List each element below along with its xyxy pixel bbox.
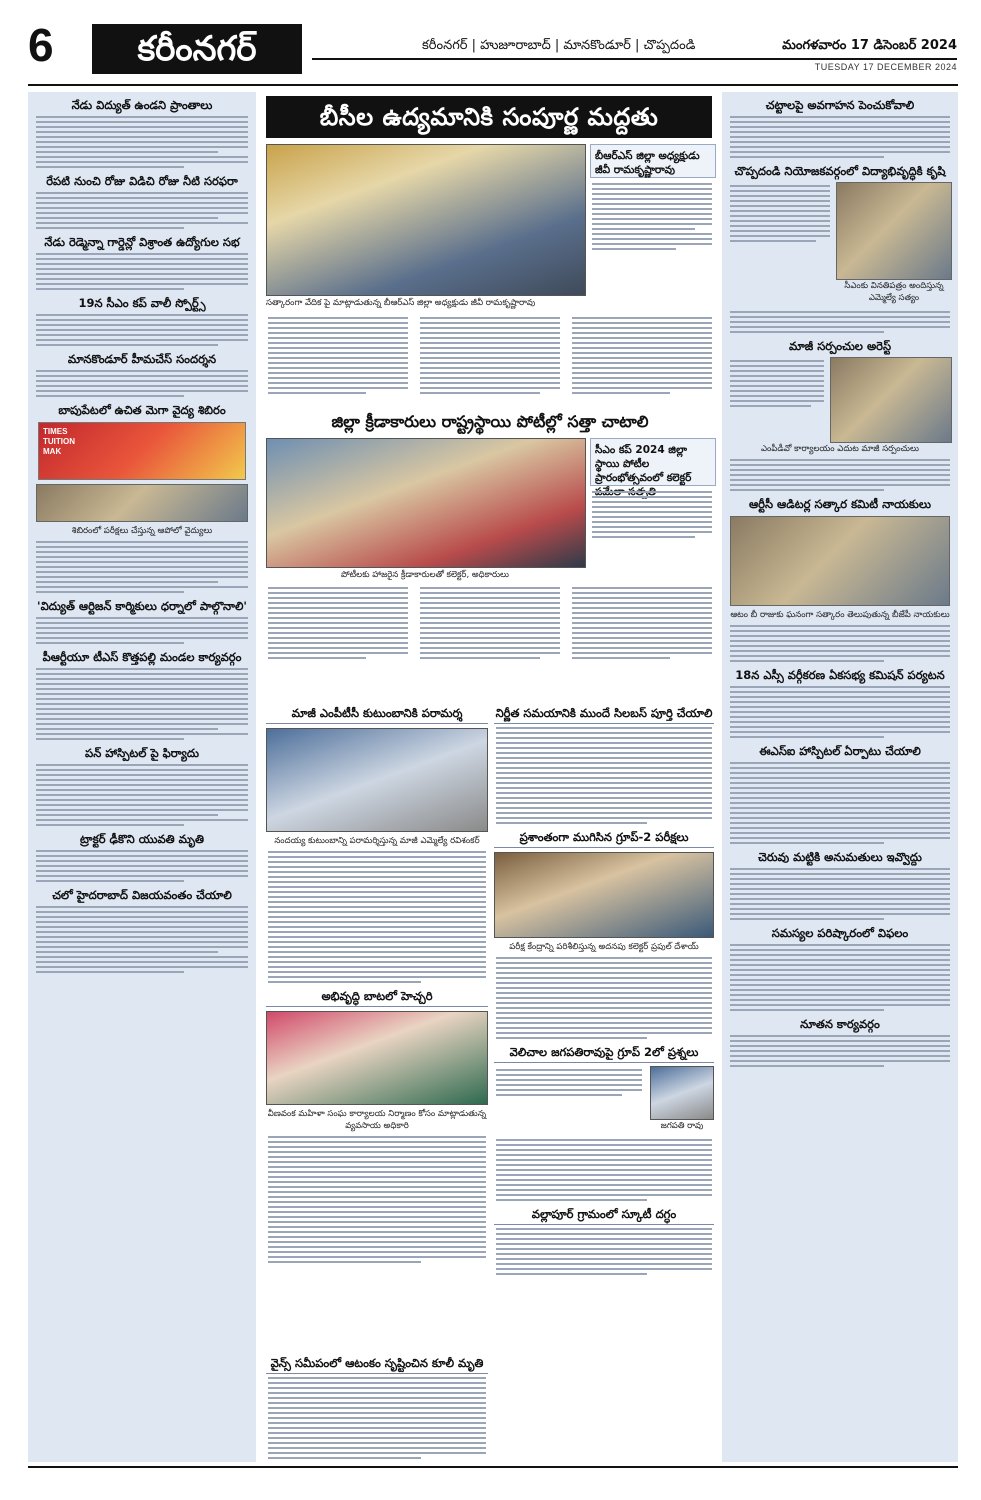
left-story-7 bbox=[28, 599, 256, 644]
headline: చట్టాలపై అవగాహన పెంచుకోవాలి bbox=[765, 98, 915, 112]
development-photo bbox=[266, 1011, 488, 1105]
felicitation-photo bbox=[730, 516, 950, 606]
edition-name: కరీంనగర్ bbox=[92, 24, 302, 74]
medical-camp-photo bbox=[36, 484, 248, 522]
sports-subhead: సీఎం కప్ 2024 జిల్లా స్థాయి పోటీల ప్రారంభోత్సవంలో కలెక్టర్ bbox=[595, 444, 692, 484]
sports-headline: జిల్లా క్రీడాకారులు రాష్ట్రస్థాయి పోటీల్లో సత్తా చాటాలి bbox=[331, 412, 649, 431]
story-6-caption: పరీక్ష కేంద్రాన్ని పరిశీలిస్తున్న అదనపు కలెక్టర్ ప్రపుల్ దేశాయ్ bbox=[509, 942, 699, 952]
headline: 'విద్యుత్ ఆర్టిజన్ కార్మికులు ధర్నాలో పాల్గొనాలి' bbox=[37, 599, 247, 613]
lead-side-text bbox=[590, 180, 714, 253]
headline: ఆర్టీసీ ఆడిటర్ల సత్కార కమిటీ నాయకులు bbox=[748, 497, 932, 511]
lead-subhead-box bbox=[590, 144, 716, 178]
edition-strip bbox=[312, 24, 957, 72]
advertisement-text: TIMES TUITION MAK bbox=[43, 427, 75, 456]
left-story-8 bbox=[28, 650, 256, 740]
edition-date: మంగళవారం 17 డిసెంబర్ 2024 bbox=[782, 38, 957, 53]
footer-rule bbox=[28, 1466, 958, 1468]
sports-caption: పోటీలకు హాజరైన క్రీడాకారులతో కలెక్టర్, అధికారులు bbox=[340, 570, 510, 580]
left-story-10 bbox=[28, 832, 256, 882]
left-story-1 bbox=[28, 98, 256, 168]
headline: ట్రాక్టర్ ఢీకొని యువతి మృతి bbox=[80, 832, 204, 846]
story-9-headline: వల్లాపూర్ గ్రామంలో స్కూటీ దగ్ధం bbox=[494, 1207, 714, 1225]
edition-places: కరీంనగర్ | హుజూరాబాద్ | మానకొండూర్ | చొప్పదండి bbox=[422, 38, 696, 53]
mla-photo bbox=[836, 182, 952, 280]
right-story-5 bbox=[722, 668, 958, 738]
headline: మాజీ సర్పంచుల అరెస్ట్ bbox=[788, 339, 892, 353]
left-story-2 bbox=[28, 174, 256, 229]
story-4-headline: అభివృద్ధి బాటలో హెచ్చరి bbox=[266, 989, 488, 1007]
middle-column bbox=[262, 92, 716, 1462]
headline: బాపుపేటలో ఉచిత మెగా వైద్య శిబిరం bbox=[58, 403, 226, 417]
left-story-3 bbox=[28, 235, 256, 290]
lead-body bbox=[266, 314, 714, 397]
left-story-9 bbox=[28, 746, 256, 826]
photo-caption: ఎంపీడీవో కార్యాలయం ఎదుట మాజీ సర్పంచులు bbox=[761, 444, 919, 454]
masthead bbox=[0, 0, 981, 88]
right-story-1 bbox=[722, 98, 958, 158]
lead-caption: సత్కారంగా వేదిక పై మాట్లాడుతున్న బీఆర్ఎస్ జిల్లా అధ్యక్షుడు జీవీ రామకృష్ణారావు bbox=[266, 298, 536, 308]
right-story-3 bbox=[722, 339, 958, 491]
lead-headline: బీసీల ఉద్యమానికి సంపూర్ణ మద్దతు bbox=[266, 96, 712, 138]
condolence-photo bbox=[266, 728, 488, 832]
headline: పన్ హాస్పిటల్ పై ఫిర్యాదు bbox=[85, 746, 199, 760]
advertisement bbox=[38, 422, 246, 480]
sports-side-text bbox=[590, 488, 714, 541]
right-story-7 bbox=[722, 850, 958, 920]
right-story-2 bbox=[722, 164, 958, 333]
headline: చెరువు మట్టికి అనుమతులు ఇవ్వొద్దు bbox=[758, 850, 922, 864]
story-5-headline: నిర్ణీత సమయానికి ముందే సిలబస్ పూర్తి చేయాలి bbox=[494, 706, 714, 724]
right-column bbox=[722, 92, 958, 1462]
photo-caption: ఆటం బీ రాజుకు ఘనంగా సత్కారం తెలుపుతున్న బీజేపీ నాయకులు bbox=[730, 610, 950, 620]
story-4-caption: వీణవంక మహిళా సంఘ కార్యాలయ నిర్మాణం కోసం మాట్లాడుతున్న వ్యవసాయ అధికారి bbox=[267, 1109, 487, 1131]
story-8-headline: వైన్స్ సమీపంలో ఆటంకం సృష్టించిన కూలీ మృతి bbox=[266, 1356, 488, 1374]
right-story-6 bbox=[722, 744, 958, 844]
edition-date-english: TUESDAY 17 DECEMBER 2024 bbox=[814, 62, 957, 72]
right-story-8 bbox=[722, 926, 958, 1011]
photo-caption: సీఎంకు వినతిపత్రం అందిస్తున్న ఎమ్మెల్యే సత్యం bbox=[844, 281, 944, 303]
headline: నేడు విద్యుత్ ఉండని ప్రాంతాలు bbox=[71, 98, 213, 112]
story-7-headline: వెలిచాల జగపతిరావుపై గ్రూప్ 2లో ప్రశ్నలు bbox=[494, 1045, 714, 1063]
sports-body bbox=[266, 584, 714, 662]
sports-subhead-box bbox=[590, 438, 716, 486]
headline: పీఆర్టీయూ టీఎస్ కొత్తపల్లి మండల కార్యవర్గం bbox=[42, 650, 242, 664]
left-story-5 bbox=[28, 352, 256, 397]
headline: రేపటి నుంచి రోజు విడిచి రోజు నీటి సరఫరా bbox=[46, 174, 238, 188]
lead-photo bbox=[266, 144, 586, 296]
photo-caption: శిబిరంలో పరీక్షలు చేస్తున్న ఆపోలో వైద్యులు bbox=[71, 526, 213, 536]
headline: సమస్యల పరిష్కారంలో విఫలం bbox=[771, 926, 909, 940]
headline: నూతన కార్యవర్గం bbox=[800, 1017, 880, 1031]
lower-left-stories bbox=[266, 700, 488, 1266]
right-story-4 bbox=[722, 497, 958, 662]
headline: నేడు రెడ్మెన్నా గార్డెన్లో విశ్రాంత ఉద్యోగుల సభ bbox=[44, 235, 240, 249]
left-story-4 bbox=[28, 296, 256, 346]
lower-right-stories bbox=[494, 700, 714, 1278]
right-story-9 bbox=[722, 1017, 958, 1067]
headline: మానకొండూర్ హీమచేస్ సందర్శన bbox=[67, 352, 217, 366]
story-7-caption: జగపతి రావు bbox=[660, 1121, 704, 1131]
story-6-headline: ప్రశాంతంగా ముగిసిన గ్రూప్-2 పరీక్షలు bbox=[494, 830, 714, 848]
portrait-photo bbox=[650, 1066, 714, 1120]
left-story-6 bbox=[28, 403, 256, 593]
left-column bbox=[28, 92, 256, 1462]
story-3-caption: నందయ్య కుటుంబాన్ని పరామర్శిస్తున్న మాజీ ఎమ్మెల్యే రవిశంకర్ bbox=[274, 836, 480, 846]
masthead-rule bbox=[28, 84, 958, 86]
story-8-body bbox=[266, 1374, 488, 1462]
headline: చలో హైదరాబాద్ విజయవంతం చేయాలి bbox=[52, 888, 232, 902]
page-number: 6 bbox=[28, 19, 54, 71]
story-3-headline: మాజీ ఎంపీటీసీ కుటుంబానికి పరామర్శ bbox=[266, 706, 488, 724]
headline: ఈఎస్ఐ హాస్పిటల్ ఏర్పాటు చేయాలి bbox=[759, 744, 921, 758]
left-story-11 bbox=[28, 888, 256, 973]
exam-hall-photo bbox=[494, 852, 714, 938]
lead-subhead: బీఆర్ఎస్ జిల్లా అధ్యక్షుడు జీవీ రామకృష్ణారావు bbox=[595, 150, 700, 176]
headline: చొప్పదండి నియోజకవర్గంలో విద్యాభివృద్ధికి కృషి bbox=[734, 164, 946, 178]
arrest-photo bbox=[830, 357, 952, 443]
headline: 18న ఎస్సీ వర్గీకరణ ఏకసభ్య కమిషన్ పర్యటన bbox=[735, 668, 945, 682]
sports-photo bbox=[266, 438, 586, 568]
headline: 19న సీఎం కప్ వాలీ స్పోర్ట్స్ bbox=[78, 296, 206, 310]
